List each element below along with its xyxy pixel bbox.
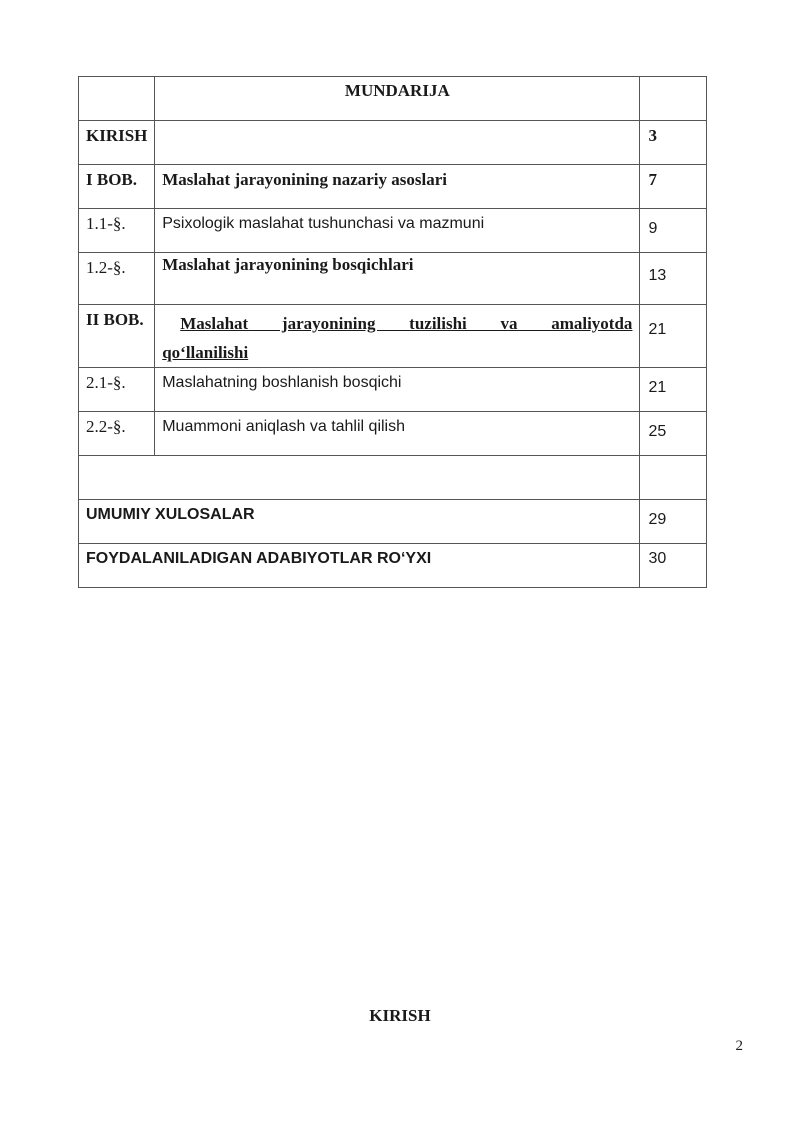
- toc-entry-number: 1.1-§.: [79, 209, 155, 253]
- toc-row-conclusions: [79, 500, 707, 544]
- toc-entry-page: 3: [640, 121, 707, 165]
- toc-entry-title: Maslahat jarayonining nazariy asoslari: [155, 165, 640, 209]
- toc-cell-empty: [640, 456, 707, 500]
- toc-row-chapter-1: [79, 165, 707, 209]
- toc-entry-page: 29: [640, 500, 707, 544]
- toc-entry-title: Maslahatning boshlanish bosqichi: [155, 368, 640, 412]
- toc-entry-number: 2.2-§.: [79, 412, 155, 456]
- page-number: 2: [735, 1038, 743, 1054]
- toc-entry-number: 2.1-§.: [79, 368, 155, 412]
- toc-row-chapter-2: [79, 305, 707, 368]
- toc-entry-number: 1.2-§.: [79, 253, 155, 305]
- toc-row-empty: [79, 456, 707, 500]
- toc-entry-title: Psixologik maslahat tushunchasi va mazmuni: [155, 209, 640, 253]
- toc-title-row: [79, 77, 707, 121]
- toc-entry-page: 21: [640, 305, 707, 368]
- toc-entry-number: KIRISH: [79, 121, 155, 165]
- section-heading-kirish: KIRISH: [369, 1006, 431, 1025]
- toc-entry-page: 9: [640, 209, 707, 253]
- table-of-contents: [78, 76, 707, 588]
- toc-title: MUNDARIJA: [155, 77, 640, 121]
- toc-entry-page: 7: [640, 165, 707, 209]
- toc-entry-title-line2: qo‘llanilishi: [162, 343, 249, 362]
- toc-entry-number: I BOB.: [79, 165, 155, 209]
- toc-row-section-1-1: [79, 209, 707, 253]
- toc-entry-title: [155, 121, 640, 165]
- toc-entry-page: 30: [640, 544, 707, 588]
- toc-row-section-2-2: [79, 412, 707, 456]
- toc-entry-page: 21: [640, 368, 707, 412]
- toc-entry-title: Muammoni aniqlash va tahlil qilish: [155, 412, 640, 456]
- toc-entry-title: Maslahat jarayonining bosqichlari: [155, 253, 640, 305]
- toc-row-section-1-2: [79, 253, 707, 305]
- toc-row-references: [79, 544, 707, 588]
- toc-entry-title: FOYDALANILADIGAN ADABIYOTLAR RO‘YXI: [79, 544, 640, 588]
- toc-cell-empty: [640, 77, 707, 121]
- toc-entry-page: 25: [640, 412, 707, 456]
- toc-entry-title: [155, 305, 640, 368]
- toc-entry-title-line1: Maslahat jarayonining tuzilishi va amaliyotda: [180, 314, 633, 333]
- toc-entry-number: II BOB.: [79, 305, 155, 368]
- toc-entry-page: 13: [640, 253, 707, 305]
- toc-entry-title: UMUMIY XULOSALAR: [79, 500, 640, 544]
- toc-row-section-2-1: [79, 368, 707, 412]
- toc-cell-empty: [79, 77, 155, 121]
- toc-cell-empty: [79, 456, 640, 500]
- toc-row-kirish: [79, 121, 707, 165]
